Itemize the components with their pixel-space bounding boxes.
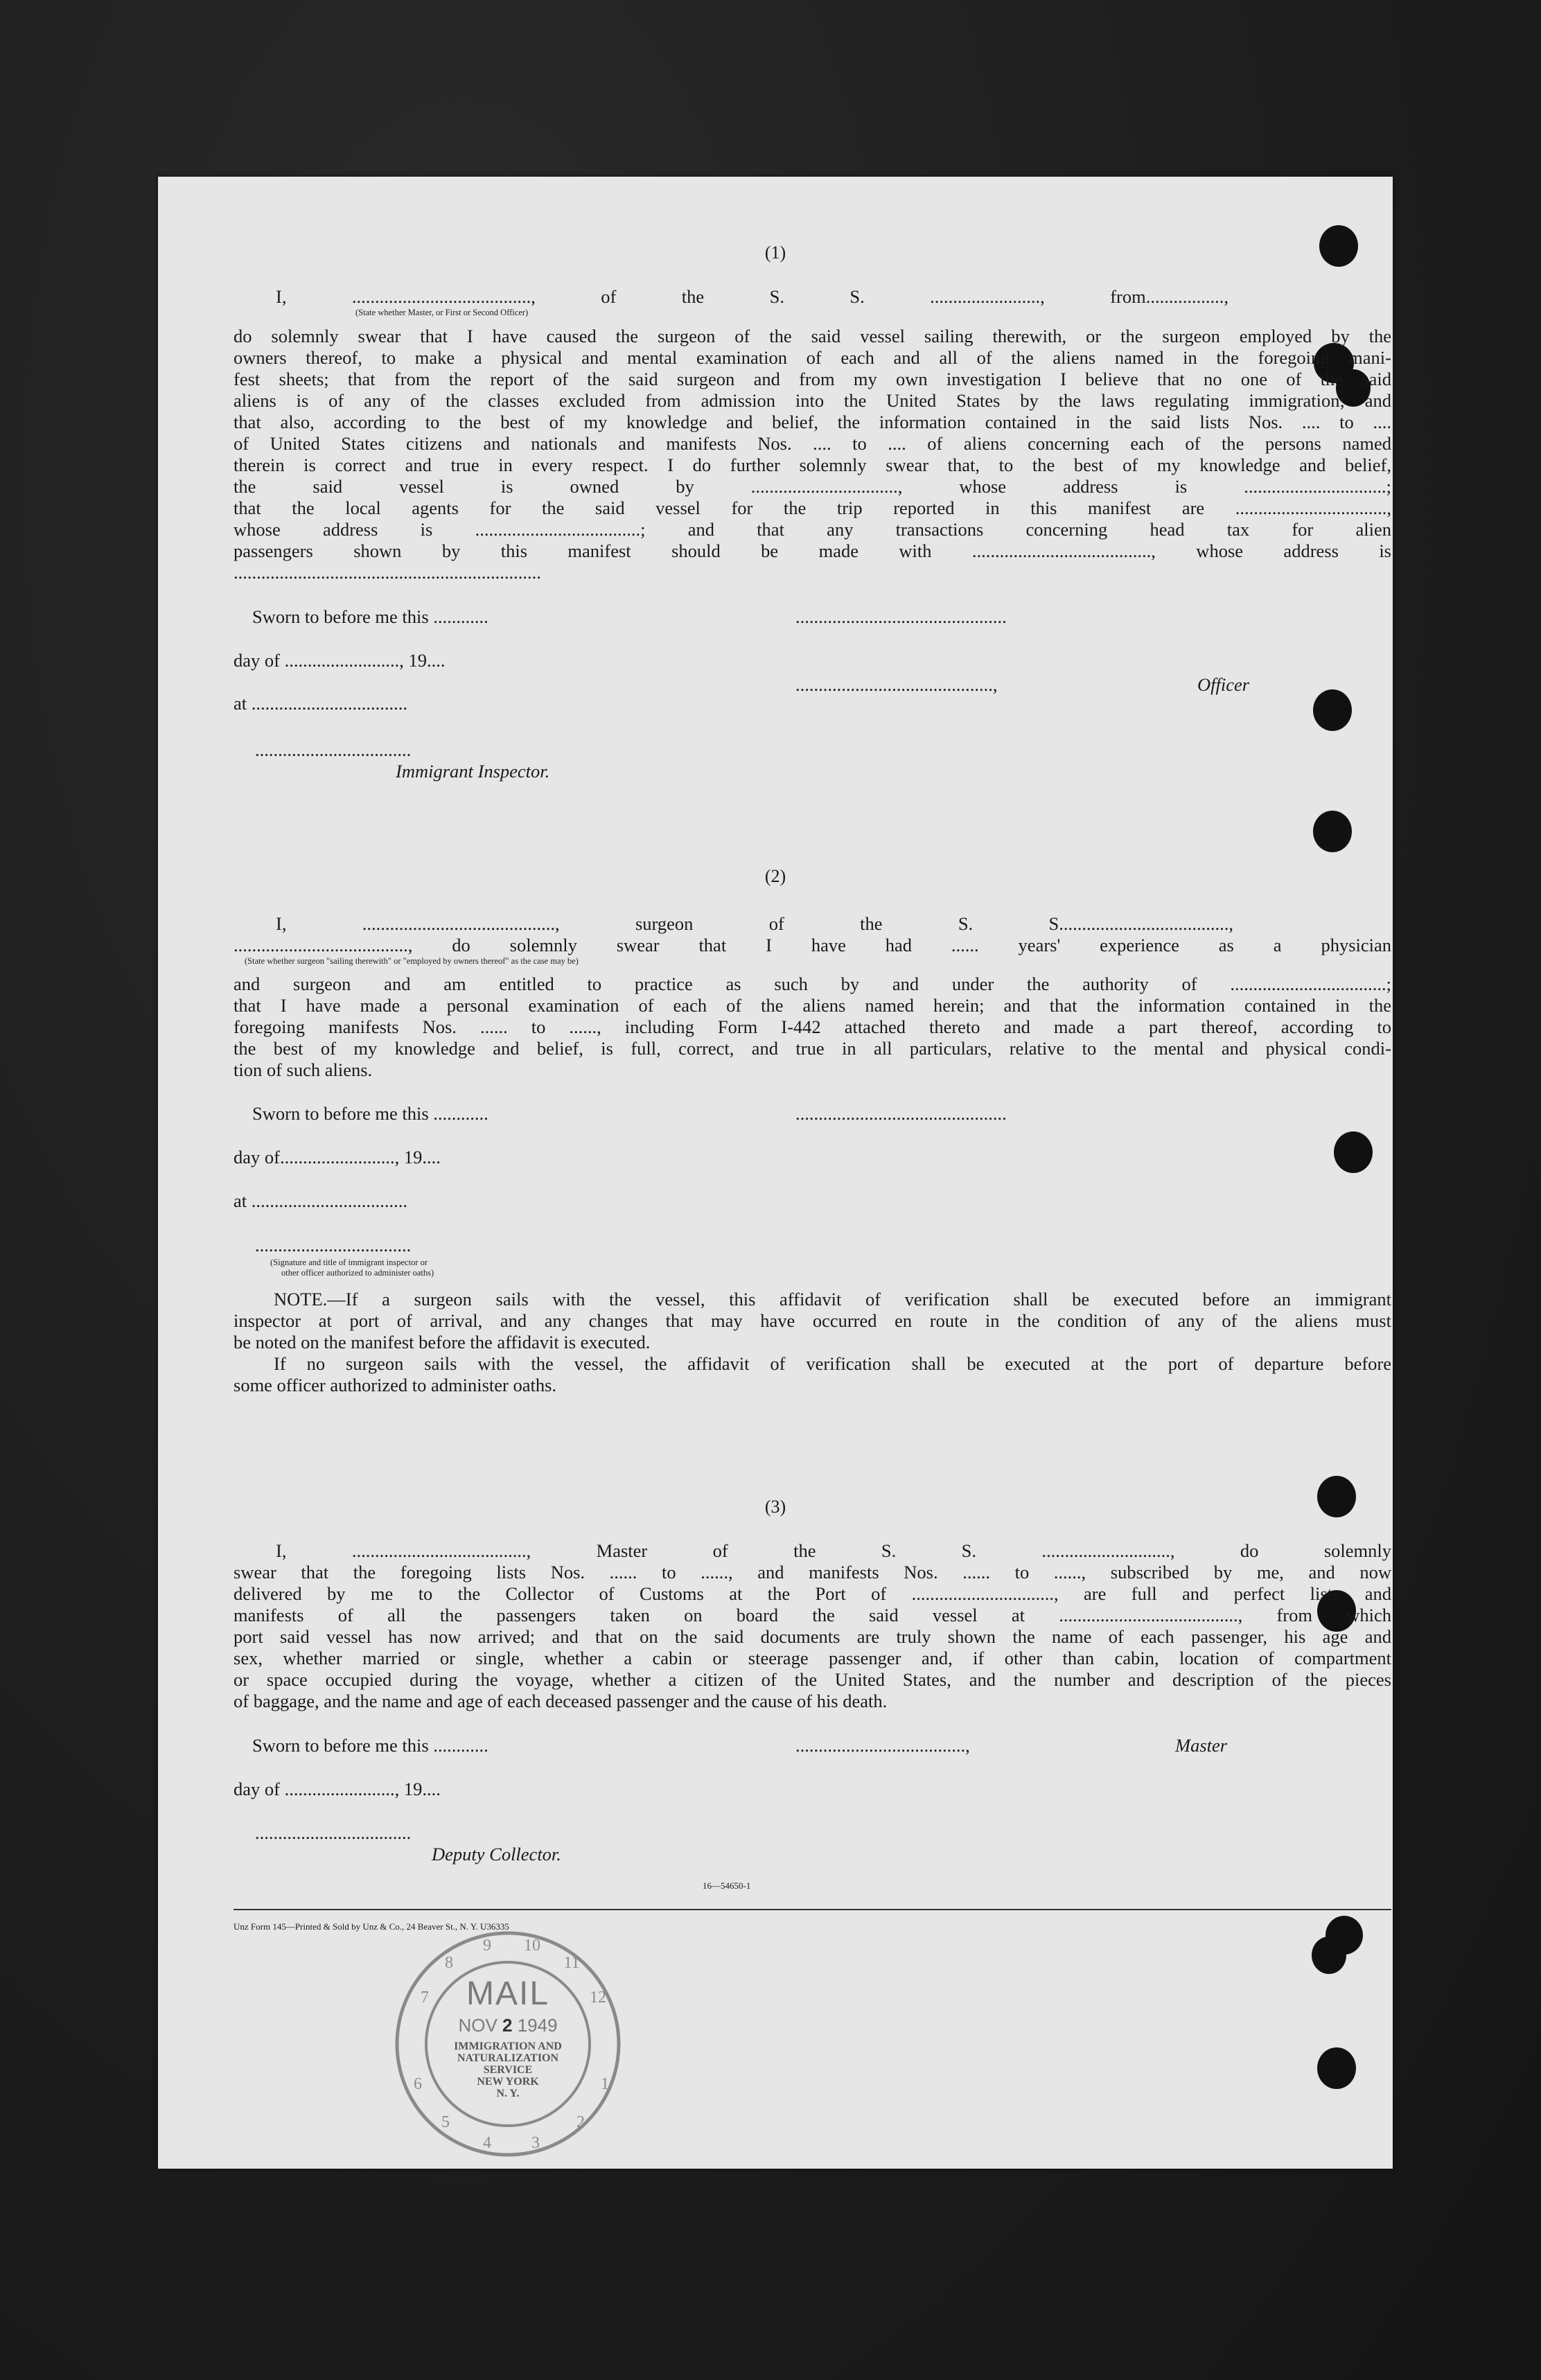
section-3-body-line: of baggage, and the name and age of each deceased passenger and the cause of his death. <box>234 1691 888 1711</box>
stamp-line: IMMIGRATION AND <box>454 2040 562 2052</box>
day-line: day of........................., 19.... <box>234 1147 441 1167</box>
section-1-body-line: whose address is ....................................; and that any transactions concerning head tax for alien <box>234 519 1391 540</box>
form-page <box>158 177 1393 2169</box>
signature-line: .............................................. <box>795 1103 1007 1124</box>
immigration-stamp <box>390 1926 626 2162</box>
stamp-agency <box>390 2040 626 2099</box>
section-3-body-line: or space occupied during the voyage, whether a citizen of the United States, and the number and description of the pieces <box>234 1669 1391 1690</box>
ring-number: 2 <box>576 2113 585 2131</box>
section-1-first-line: I, ......................................., of the S. S. ........................, from................., <box>276 286 1229 307</box>
stamp-line: NATURALIZATION <box>457 2052 559 2064</box>
inspector-signature-line: .................................. <box>255 739 412 760</box>
ring-number: 5 <box>441 2113 450 2131</box>
section-1-body-line: fest sheets; that from the report of the said surgeon and from my own investigation I believe that no one of the said <box>234 369 1391 389</box>
at-line: at .................................. <box>234 1190 407 1211</box>
section-3-body-line: sex, whether married or single, whether a cabin or steerage passenger and, if other than cabin, location of compartment <box>234 1648 1391 1668</box>
sworn-line: Sworn to before me this ............ <box>252 1735 488 1756</box>
binder-hole <box>1312 1937 1346 1974</box>
section-3-body-line: manifests of all the passengers taken on board the said vessel at ......................................., from which <box>234 1605 1391 1625</box>
ring-number: 4 <box>483 2134 491 2152</box>
signature-line: .............................................. <box>795 606 1007 627</box>
stamp-line: SERVICE <box>483 2064 533 2076</box>
section-1-body-line: that also, according to the best of my knowledge and belief, the information contained in the said lists Nos. .... to .... <box>234 412 1391 432</box>
section-2-body-line: that I have made a personal examination of each of the aliens named herein; and that the information contained in the <box>234 995 1391 1016</box>
section-1-body-line: the said vessel is owned by ................................, whose address is ...............................; <box>234 476 1391 497</box>
inspector-caption: (Signature and title of immigrant inspector or <box>270 1258 428 1267</box>
note-line: some officer authorized to administer oaths. <box>234 1375 557 1395</box>
note-line: If no surgeon sails with the vessel, the affidavit of verification shall be executed at the port of departure before <box>274 1353 1391 1374</box>
collector-signature-line: .................................. <box>255 1822 412 1843</box>
binder-hole <box>1313 811 1352 852</box>
officer-signature-line: ..........................................., <box>795 674 998 695</box>
form-number: 16—54650-1 <box>703 1880 751 1891</box>
footer-rule <box>234 1909 1391 1910</box>
section-2-caption: (State whether surgeon "sailing therewith" or "employed by owners thereof" as the case may be) <box>245 956 579 966</box>
sworn-line: Sworn to before me this ............ <box>252 606 488 627</box>
section-2-body-line: foregoing manifests Nos. ...... to ......, including Form I-442 attached thereto and made a part thereof, according to <box>234 1016 1391 1037</box>
day-line: day of ........................, 19.... <box>234 1779 441 1799</box>
section-2-body-line: and surgeon and am entitled to practice as such by and under the authority of ..................................; <box>234 973 1391 994</box>
section-3-body-line: I, ......................................, Master of the S. S. ............................, do solemnly <box>276 1540 1391 1561</box>
stamp-line: NEW YORK <box>477 2076 539 2088</box>
ring-number: 11 <box>563 1954 580 1972</box>
section-2-first-line: I, .........................................., surgeon of the S. S....................................., <box>276 913 1233 934</box>
inspector-signature-line: .................................. <box>255 1235 412 1255</box>
ring-number: 9 <box>483 1937 491 1955</box>
sworn-line: Sworn to before me this ............ <box>252 1103 488 1124</box>
section-1-caption: (State whether Master, or First or Second Officer) <box>355 308 529 317</box>
note-line: inspector at port of arrival, and any changes that may have occurred en route in the condition of any of the aliens must <box>234 1310 1391 1331</box>
section-3-body-line: port said vessel has now arrived; and that on the said documents are truly shown the name of each passenger, his age and <box>234 1626 1391 1647</box>
section-1-body-line: do solemnly swear that I have caused the surgeon of the said vessel sailing therewith, or the surgeon employed by the <box>234 326 1391 346</box>
note-line: be noted on the manifest before the affidavit is executed. <box>234 1332 651 1352</box>
stamp-date <box>390 2015 626 2036</box>
master-label: Master <box>1175 1735 1228 1756</box>
ring-number: 3 <box>531 2134 540 2152</box>
binder-hole <box>1334 1131 1373 1173</box>
section-1-body-line: of United States citizens and nationals and manifests Nos. .... to .... of aliens concerning each of the persons named <box>234 433 1391 454</box>
officer-label: Officer <box>1197 674 1250 695</box>
binder-hole <box>1317 2047 1356 2089</box>
section-1-body-line: aliens is of any of the classes excluded from admission into the United States by the laws regulating immigration; and <box>234 390 1391 411</box>
ring-number: 1 <box>601 2075 609 2093</box>
binder-hole <box>1313 689 1352 731</box>
ring-number: 8 <box>445 1954 453 1972</box>
section-1-body-line: ................................................................... <box>234 562 541 583</box>
at-line: at .................................. <box>234 693 407 714</box>
section-1-body-line: therein is correct and true in every respect. I do further solemnly swear that, to the best of my knowledge and belief, <box>234 455 1391 475</box>
stamp-mail: MAIL <box>466 1975 550 2012</box>
stamp-year: 1949 <box>517 2015 558 2036</box>
ring-number: 10 <box>524 1937 540 1955</box>
section-2-number: (2) <box>764 866 786 886</box>
inspector-caption: other officer authorized to administer oaths) <box>281 1268 434 1278</box>
stamp-line: N. Y. <box>496 2088 520 2099</box>
ring-number: 7 <box>421 1989 429 2007</box>
ring-number: 6 <box>414 2075 422 2093</box>
printer-imprint: Unz Form 145—Printed & Sold by Unz & Co., 24 Beaver St., N. Y. U36335 <box>234 1921 509 1932</box>
section-1-body-line: passengers shown by this manifest should be made with ......................................., whose address is <box>234 540 1391 561</box>
master-signature-line: ....................................., <box>795 1735 970 1756</box>
section-2-body-line: tion of such aliens. <box>234 1059 373 1080</box>
section-3-body-line: swear that the foregoing lists Nos. ...... to ......, and manifests Nos. ...... to ......, subscribed by me, and now <box>234 1562 1391 1583</box>
section-2-second-line: ......................................, do solemnly swear that I have had ...... years' experience as a physician <box>234 935 1391 955</box>
ring-number: 12 <box>590 1989 606 2007</box>
inspector-label: Immigrant Inspector. <box>396 761 550 782</box>
section-1-number: (1) <box>764 243 786 263</box>
collector-label: Deputy Collector. <box>432 1844 561 1865</box>
section-3-body-line: delivered by me to the Collector of Customs at the Port of ..............................., are full and perfect lists and <box>234 1583 1391 1604</box>
stamp-month: NOV <box>458 2015 497 2036</box>
section-1-body-line: that the local agents for the said vessel for the trip reported in this manifest are ................................., <box>234 497 1391 518</box>
section-1-body-line: owners thereof, to make a physical and mental examination of each and all of the aliens named in the foregoing mani- <box>234 347 1391 368</box>
note-line: NOTE.—If a surgeon sails with the vessel, this affidavit of verification shall be executed before an immigrant <box>274 1289 1391 1310</box>
section-2-body-line: the best of my knowledge and belief, is full, correct, and true in all particulars, relative to the mental and physical condi- <box>234 1038 1391 1059</box>
stamp-day: 2 <box>502 2015 513 2036</box>
section-3-number: (3) <box>764 1497 786 1517</box>
day-line: day of ........................., 19.... <box>234 650 446 671</box>
